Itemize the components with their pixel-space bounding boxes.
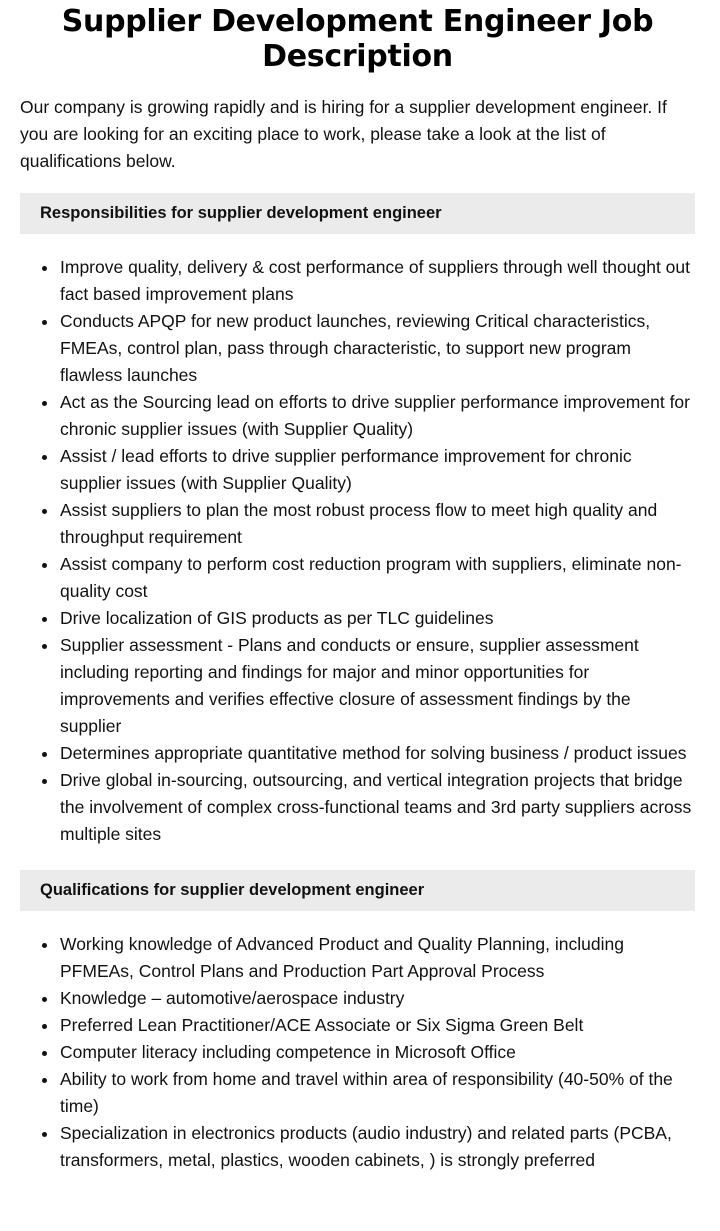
page-title: Supplier Development Engineer Job Description bbox=[61, 4, 654, 74]
responsibilities-list bbox=[20, 254, 695, 848]
list-item: Assist suppliers to plan the most robust process flow to meet high quality and throughput requirement bbox=[60, 497, 695, 551]
list-item: Working knowledge of Advanced Product and Quality Planning, including PFMEAs, Control Plans and Production Part Approval Process bbox=[60, 931, 695, 985]
qualifications-list bbox=[20, 931, 695, 1174]
list-item: Assist company to perform cost reduction program with suppliers, eliminate non-quality cost bbox=[60, 551, 695, 605]
list-item: Assist / lead efforts to drive supplier performance improvement for chronic supplier issues (with Supplier Quality) bbox=[60, 443, 695, 497]
list-item: Supplier assessment - Plans and conducts or ensure, supplier assessment including reporting and findings for major and minor opportunities for improvements and verifies effective closure of assessment findings by the supplier bbox=[60, 632, 695, 740]
section-header-qualifications: Qualifications for supplier development engineer bbox=[20, 870, 695, 911]
list-item: Act as the Sourcing lead on efforts to drive supplier performance improvement for chronic supplier issues (with Supplier Quality) bbox=[60, 389, 695, 443]
list-item: Computer literacy including competence in Microsoft Office bbox=[60, 1039, 695, 1066]
section-header-responsibilities: Responsibilities for supplier development engineer bbox=[20, 193, 695, 234]
list-item: Specialization in electronics products (audio industry) and related parts (PCBA, transformers, metal, plastics, wooden cabinets, ) is strongly preferred bbox=[60, 1120, 695, 1174]
intro-paragraph: Our company is growing rapidly and is hiring for a supplier development engineer. If you are looking for an exciting place to work, please take a look at the list of qualifications below. bbox=[20, 97, 667, 171]
list-item: Knowledge – automotive/aerospace industry bbox=[60, 985, 695, 1012]
list-item: Improve quality, delivery & cost performance of suppliers through well thought out fact based improvement plans bbox=[60, 254, 695, 308]
list-item: Drive localization of GIS products as per TLC guidelines bbox=[60, 605, 695, 632]
list-item: Preferred Lean Practitioner/ACE Associate or Six Sigma Green Belt bbox=[60, 1012, 695, 1039]
qualifications-section bbox=[20, 870, 695, 1174]
list-item: Drive global in-sourcing, outsourcing, and vertical integration projects that bridge the involvement of complex cross-functional teams and 3rd party suppliers across multiple sites bbox=[60, 767, 695, 848]
job-description-page bbox=[0, 4, 720, 1174]
list-item: Ability to work from home and travel within area of responsibility (40-50% of the time) bbox=[60, 1066, 695, 1120]
list-item: Determines appropriate quantitative method for solving business / product issues bbox=[60, 740, 695, 767]
list-item: Conducts APQP for new product launches, reviewing Critical characteristics, FMEAs, control plan, pass through characteristic, to support new program flawless launches bbox=[60, 308, 695, 389]
responsibilities-section bbox=[20, 193, 695, 848]
